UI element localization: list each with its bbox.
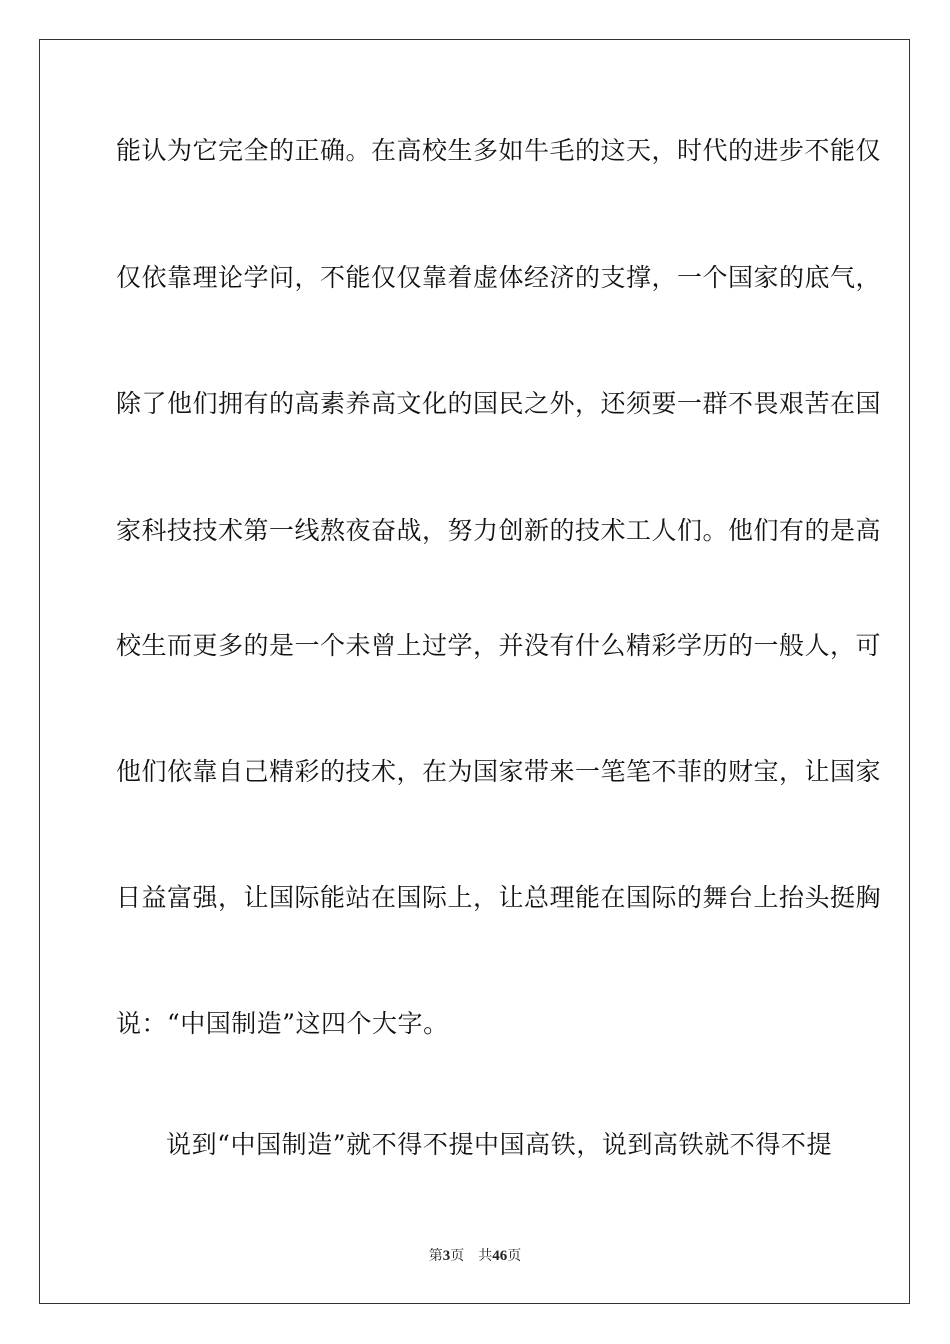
body-text-line: 他们依靠自己精彩的技术，在为国家带来一笔笔不菲的财宝，让国家 (116, 757, 882, 786)
paragraph-first-line: 说到“中国制造”就不得不提中国高铁，说到高铁就不得不提 (166, 1130, 832, 1159)
page-border (39, 39, 910, 1304)
total-label-prefix: 共 (478, 1248, 493, 1264)
body-text-line: 校生而更多的是一个未曾上过学，并没有什么精彩学历的一般人，可 (116, 631, 882, 660)
body-text-line: 家科技技术第一线熬夜奋战，努力创新的技术工人们。他们有的是高 (116, 516, 882, 545)
page-label-suffix: 页 (450, 1248, 465, 1264)
total-pages: 46 (492, 1248, 508, 1264)
page-label-prefix: 第 (428, 1248, 443, 1264)
body-text-line: 能认为它完全的正确。在高校生多如牛毛的这天，时代的进步不能仅 (116, 136, 882, 165)
page-footer (0, 1247, 950, 1265)
body-text-line: 除了他们拥有的高素养高文化的国民之外，还须要一群不畏艰苦在国 (116, 389, 882, 418)
total-label-suffix: 页 (507, 1248, 522, 1264)
body-text-line: 说：“中国制造”这四个大字。 (116, 1009, 449, 1038)
body-text-line: 仅依靠理论学问，不能仅仅靠着虚体经济的支撑，一个国家的底气， (116, 263, 882, 292)
page-number: 3 (442, 1248, 451, 1264)
body-text-line: 日益富强，让国际能站在国际上，让总理能在国际的舞台上抬头挺胸 (116, 883, 882, 912)
